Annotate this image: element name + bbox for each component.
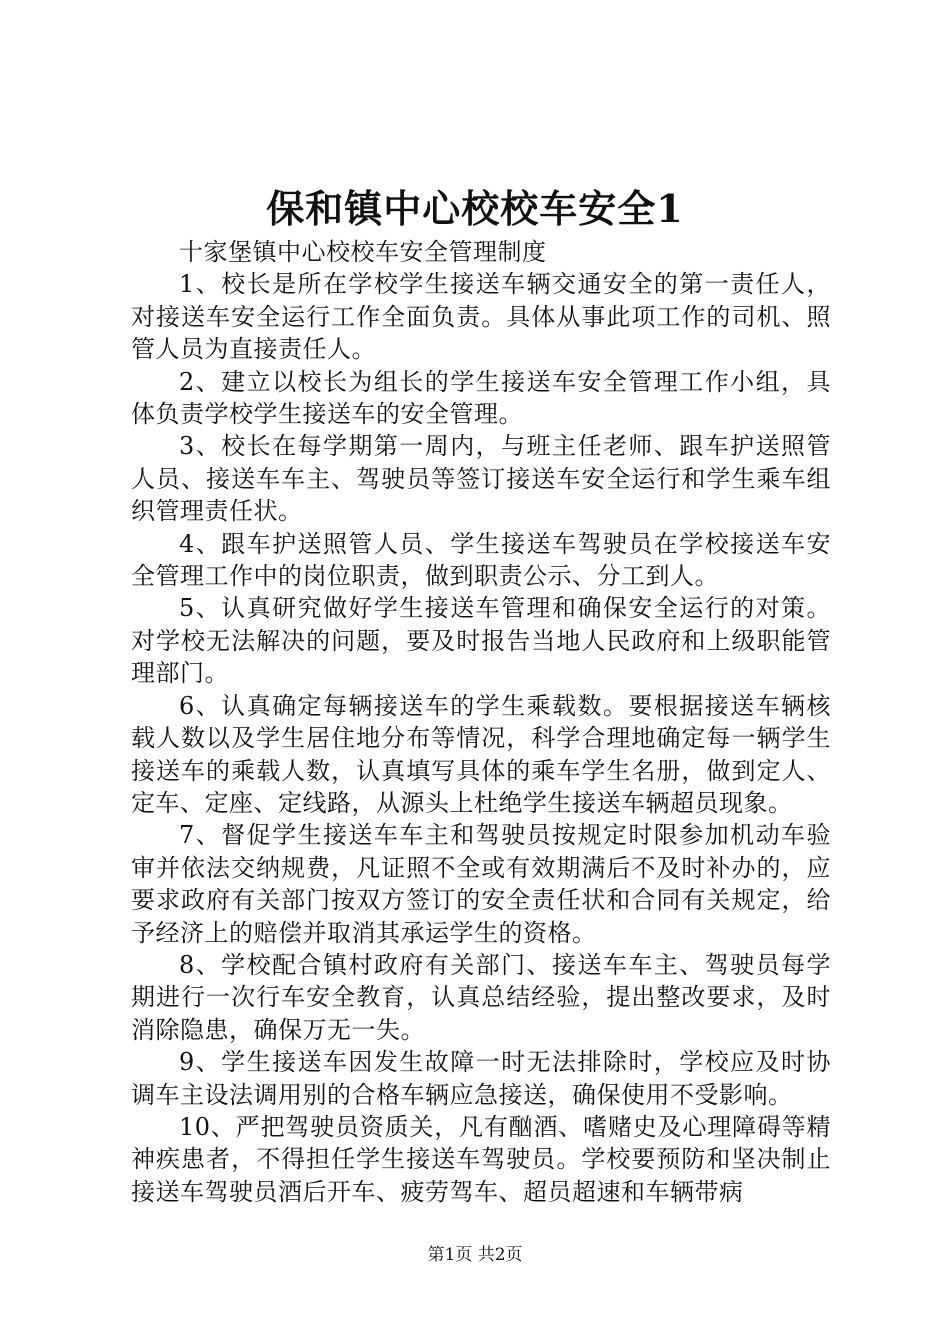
paragraph-5: 5、认真研究做好学生接送车管理和确保安全运行的对策。对学校无法解决的问题，要及时报告当地人民政府和上级职能管理部门。 — [131, 594, 831, 688]
page-number-footer: 第1页 共2页 — [427, 1245, 523, 1265]
paragraph-6: 6、认真确定每辆接送车的学生乘载数。要根据接送车辆核载人数以及学生居住地分布等情况，科学合理地确定每一辆学生接送车的乘载人数，认真填写具体的乘车学生名册，做到定人、定车、定座、定线路，从源头上杜绝学生接送车辆超员现象。 — [131, 691, 831, 817]
paragraph-3: 3、校长在每学期第一周内，与班主任老师、跟车护送照管人员、接送车车主、驾驶员等签订接送车安全运行和学生乘车组织管理责任状。 — [131, 432, 831, 526]
document-body — [131, 236, 831, 1208]
document-subtitle: 十家堡镇中心校校车安全管理制度 — [179, 238, 547, 266]
paragraph-8: 8、学校配合镇村政府有关部门、接送车车主、驾驶员每学期进行一次行车安全教育，认真总结经验，提出整改要求，及时消除隐患，确保万无一失。 — [131, 950, 831, 1044]
paragraph-1: 1、校长是所在学校学生接送车辆交通安全的第一责任人，对接送车安全运行工作全面负责。具体从事此项工作的司机、照管人员为直接责任人。 — [131, 270, 831, 364]
paragraph-7: 7、督促学生接送车车主和驾驶员按规定时限参加机动车验审并依法交纳规费，凡证照不全或有效期满后不及时补办的，应要求政府有关部门按双方签订的安全责任状和合同有关规定，给予经济上的赔偿并取消其承运学生的资格。 — [131, 821, 831, 947]
paragraph-2: 2、建立以校长为组长的学生接送车安全管理工作小组，具体负责学校学生接送车的安全管理。 — [131, 367, 831, 429]
paragraph-9: 9、学生接送车因发生故障一时无法排除时，学校应及时协调车主设法调用别的合格车辆应急接送，确保使用不受影响。 — [131, 1048, 831, 1109]
paragraph-4: 4、跟车护送照管人员、学生接送车驾驶员在学校接送车安全管理工作中的岗位职责，做到职责公示、分工到人。 — [131, 529, 831, 591]
document-title: 保和镇中心校校车安全1 — [266, 186, 684, 231]
paragraph-10: 10、严把驾驶员资质关，凡有酗酒、嗜赌史及心理障碍等精神疾患者，不得担任学生接送车驾驶员。学校要预防和坚决制止接送车驾驶员酒后开车、疲劳驾车、超员超速和车辆带病 — [131, 1112, 831, 1206]
